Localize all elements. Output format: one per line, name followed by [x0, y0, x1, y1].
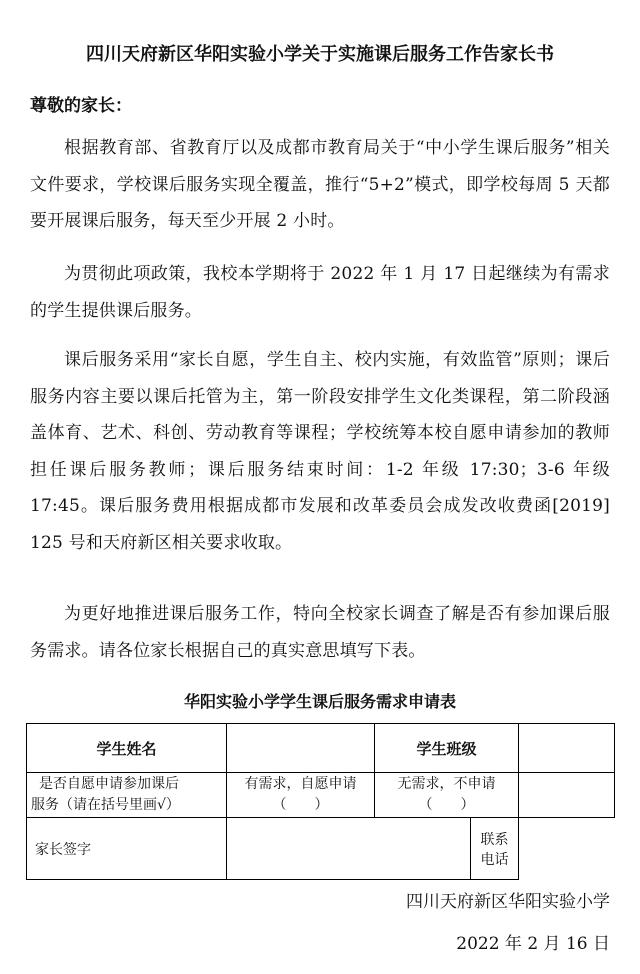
- option-no-bracket[interactable]: （ ）: [418, 797, 475, 813]
- option-yes-label: 有需求，自愿申请: [244, 776, 357, 792]
- apply-question-line2: 服务（请在括号里画√）: [31, 797, 180, 813]
- contact-phone-text: 联系电话: [480, 831, 509, 868]
- paragraph-start-date: 为贯彻此项政策，我校本学期将于 2022 年 1 月 17 日起继续为有需求的学生提供课后服务。: [30, 264, 610, 321]
- document-title: 四川天府新区华阳实验小学关于实施课后服务工作告家长书: [86, 44, 554, 65]
- application-form-table: [26, 723, 615, 880]
- apply-question-cell: [27, 773, 227, 818]
- student-name-label: 学生姓名: [27, 724, 227, 773]
- form-row-student: [27, 724, 615, 773]
- signature-school: 四川天府新区华阳实验小学: [406, 892, 610, 912]
- student-name-field[interactable]: [227, 724, 375, 773]
- signature-date: 2022 年 2 月 16 日: [456, 934, 610, 954]
- paragraph-policy-background: 根据教育部、省教育厅以及成都市教育局关于“中小学生课后服务”相关文件要求，学校课后服务实现全覆盖，推行“5+2”模式，即学校每周 5 天都要开展课后服务，每天至少开展 2 小时。: [30, 138, 610, 231]
- student-class-field[interactable]: [519, 724, 615, 773]
- apply-question-line1: 是否自愿申请参加课后: [39, 776, 179, 792]
- paragraph-service-principles: 课后服务采用“家长自愿，学生自主、校内实施，有效监管”原则；课后服务内容主要以课后托管为主，第一阶段安排学生文化类课程，第二阶段涵盖体育、艺术、科创、劳动教育等课程；学校统筹本校自愿申请参加的教师担任课后服务教师；课后服务结束时间：1-2 年级 17:30；3-6 年级 17:45。课后服务费用根据成都市发展和改革委员会成发改收费函[2019] 125 号和天府新区相关要求收取。: [30, 350, 610, 553]
- option-no-label: 无需求，不申请: [397, 776, 496, 792]
- parent-signature-text: 家长签字: [35, 841, 91, 858]
- option-no-cell[interactable]: [375, 773, 519, 818]
- paragraph-survey-request: 为更好地推进课后服务工作，特向全校家长调查了解是否有参加课后服务需求。请各位家长根据自己的真实意思填写下表。: [30, 604, 610, 661]
- parent-signature-label: [27, 818, 227, 880]
- option-yes-bracket[interactable]: （ ）: [272, 797, 329, 813]
- form-row-parent: [27, 818, 615, 880]
- contact-phone-label: [471, 818, 519, 880]
- greeting: 尊敬的家长：: [30, 96, 132, 116]
- form-title: 华阳实验小学学生课后服务需求申请表: [183, 692, 456, 711]
- parent-signature-field[interactable]: [227, 818, 471, 880]
- student-class-label: 学生班级: [375, 724, 519, 773]
- option-empty-cell: [519, 773, 615, 818]
- option-yes-cell[interactable]: [227, 773, 375, 818]
- form-row-apply: [27, 773, 615, 818]
